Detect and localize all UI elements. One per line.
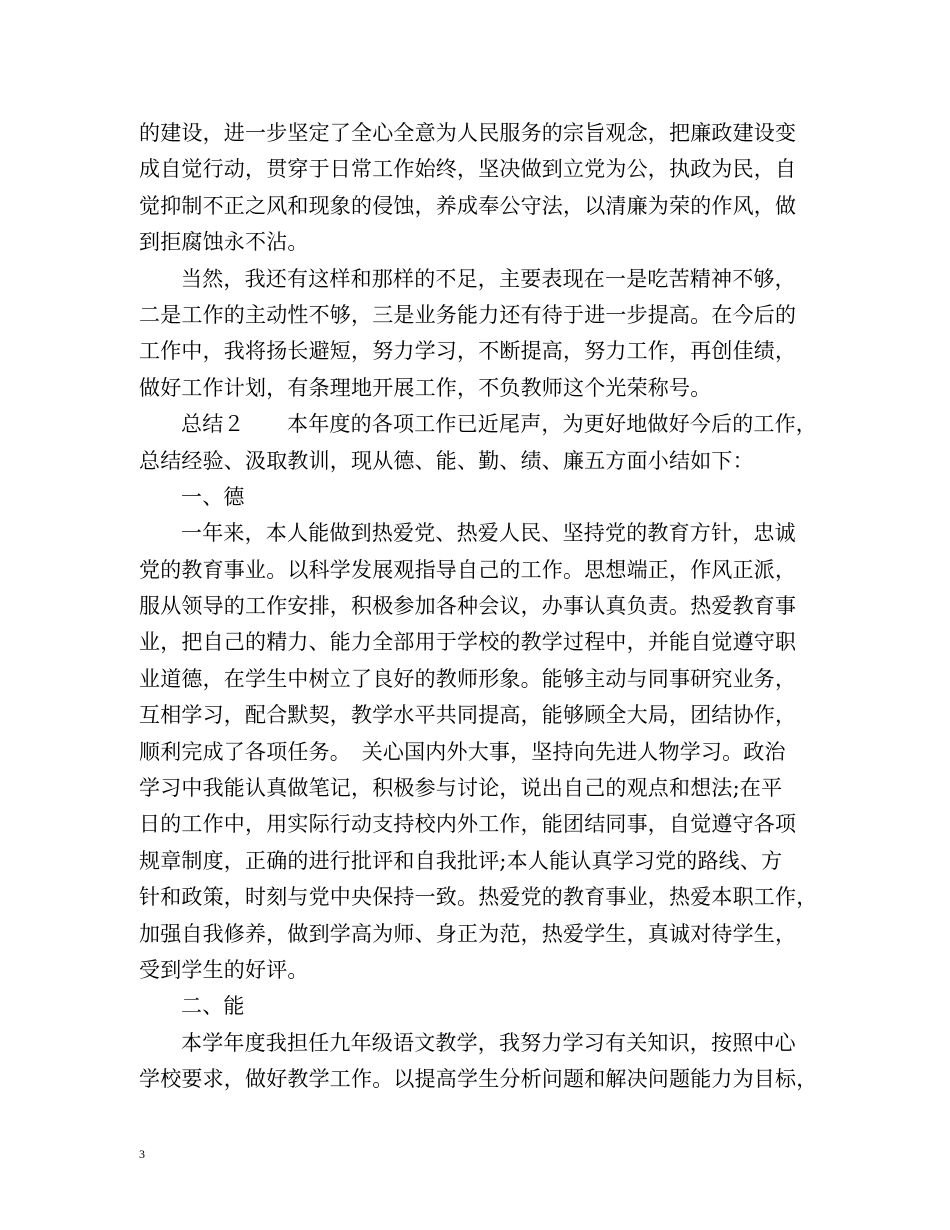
text-line: 学习中我能认真做笔记，积极参与讨论，说出自己的观点和想法;在平 <box>139 776 783 801</box>
text-line: 受到学生的好评。 <box>139 957 309 982</box>
text-line: 规章制度，正确的进行批评和自我批评;本人能认真学习党的路线、方 <box>139 848 783 873</box>
text-line: 本学年度我担任九年级语文教学，我努力学习有关知识，按照中心 <box>181 1030 796 1055</box>
text-line: 做好工作计划，有条理地开展工作，不负教师这个光荣称号。 <box>139 375 712 400</box>
text-line: 服从领导的工作安排，积极参加各种会议，办事认真负责。热爱教育事 <box>139 594 797 619</box>
subsection-heading: 一、德 <box>181 484 245 509</box>
text-line: 针和政策，时刻与党中央保持一致。热爱党的教育事业，热爱本职工作， <box>139 885 818 910</box>
text-line: 业，把自己的精力、能力全部用于学校的教学过程中，并能自觉遵守职 <box>139 630 797 655</box>
text-line: 总结经验、汲取教训，现从德、能、勤、绩、廉五方面小结如下： <box>139 448 754 473</box>
text-line: 业道德，在学生中树立了良好的教师形象。能够主动与同事研究业务， <box>139 666 797 691</box>
text-line: 工作中，我将扬长避短，努力学习，不断提高，努力工作，再创佳绩， <box>139 339 797 364</box>
text-line: 的建设，进一步坚定了全心全意为人民服务的宗旨观念，把廉政建设变 <box>139 121 797 145</box>
text-line: 加强自我修养，做到学高为师、身正为范，热爱学生，真诚对待学生， <box>139 921 797 946</box>
text-line: 觉抑制不正之风和现象的侵蚀，养成奉公守法，以清廉为荣的作风，做 <box>139 193 797 218</box>
text-line: 日的工作中，用实际行动支持校内外工作，能团结同事，自觉遵守各项 <box>139 812 797 837</box>
text-line: 互相学习，配合默契，教学水平共同提高，能够顾全大局，团结协作， <box>139 703 797 728</box>
text-line: 一年来，本人能做到热爱党、热爱人民、坚持党的教育方针，忠诚 <box>181 521 796 546</box>
text-line: 成自觉行动，贯穿于日常工作始终，坚决做到立党为公，执政为民，自 <box>139 157 797 182</box>
text-line: 学校要求，做好教学工作。以提高学生分析问题和解决问题能力为目标， <box>139 1067 818 1092</box>
text-line: 到拒腐蚀永不沾。 <box>139 230 309 255</box>
text-line: 二是工作的主动性不够，三是业务能力还有待于进一步提高。在今后的 <box>139 302 797 327</box>
section-heading-line: 总结２ 本年度的各项工作已近尾声，为更好地做好今后的工作， <box>181 412 817 437</box>
subsection-heading: 二、能 <box>181 994 245 1019</box>
page-number: 3 <box>139 1147 145 1161</box>
text-line: 当然，我还有这样和那样的不足，主要表现在一是吃苦精神不够， <box>181 266 796 291</box>
body-text <box>139 115 829 1098</box>
text-line: 党的教育事业。以科学发展观指导自己的工作。思想端正，作风正派， <box>139 557 797 582</box>
text-line: 顺利完成了各项任务。 关心国内外大事，坚持向先进人物学习。政治 <box>139 739 786 764</box>
